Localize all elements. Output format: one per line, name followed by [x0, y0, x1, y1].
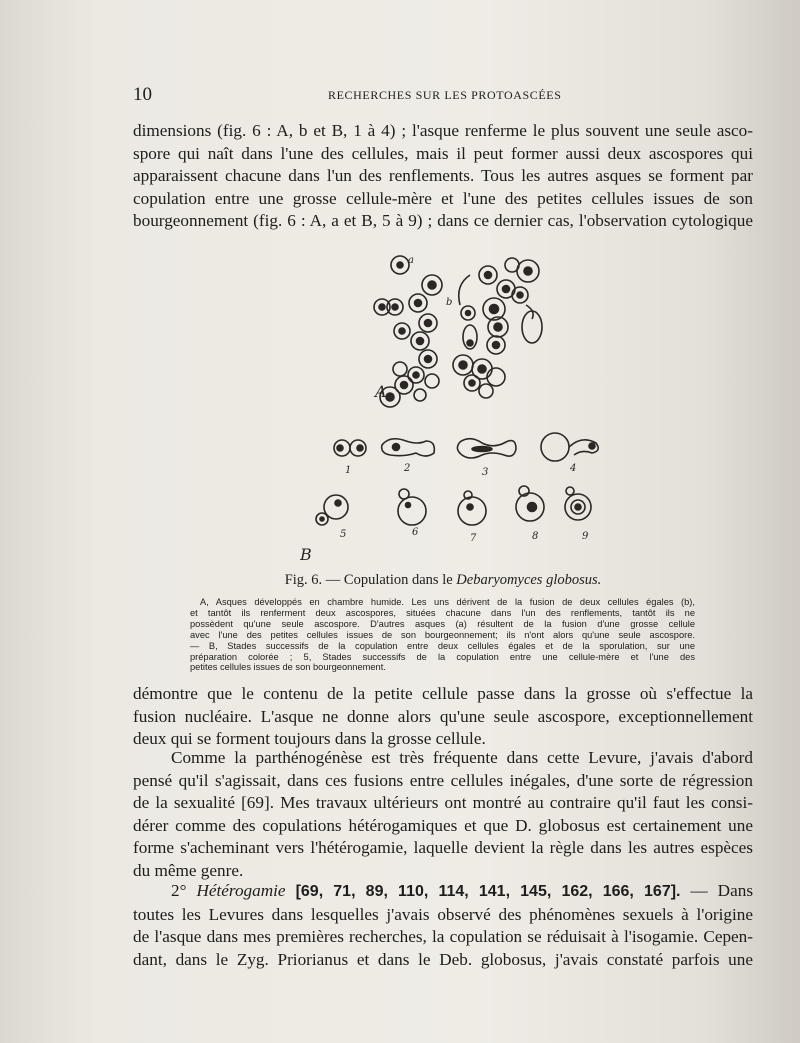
stage-number: 7	[470, 533, 477, 544]
text-line: fusion nucléaire. L'asque ne donne alors qu'une seule ascospore, exceptionnellement	[133, 706, 753, 726]
figure-legend	[190, 597, 695, 673]
running-head: RECHERCHES SUR LES PROTOASCÉES	[328, 88, 562, 102]
stage-number: 6	[412, 527, 419, 538]
section-references: [69, 71, 89, 110, 114, 141, 145, 162, 166, 167].	[295, 883, 681, 900]
paragraph-2	[133, 683, 753, 751]
legend-line: A, Asques développés en chambre humide. Les uns dérivent de la fusion de deux cellules égales (b),	[200, 597, 695, 607]
text-line: démontre que le contenu de la petite cellule passe dans la grosse où s'effectue la	[133, 684, 753, 703]
figure-label-B: B	[300, 545, 312, 564]
figure-caption-text: — Copulation dans le	[325, 572, 457, 588]
figure-label-a: a	[408, 255, 414, 266]
text-line: Comme la parthénogénèse est très fréquente dans cette Levure, j'avais d'abord	[171, 748, 753, 767]
stage-number: 3	[482, 467, 489, 478]
text-line: apparaissent chacune dans l'un des renflements. Tous les autres asques se forment par	[133, 166, 753, 186]
stage-number: 1	[345, 465, 352, 476]
text-line: pensé qu'il s'agissait, dans ces fusions entre cellules inégales, d'une sorte de régression	[133, 770, 753, 790]
legend-line: préparation colorée ; 5, Stades successifs de la copulation entre une cellule-mère et l'une des	[190, 651, 695, 662]
page-header	[133, 84, 753, 108]
text-line: dant, dans le Zyg. Priorianus et dans le Deb. globosus, j'avais constaté parfois une	[133, 949, 753, 969]
paragraph-4	[133, 880, 753, 971]
stage-number: 9	[582, 531, 589, 542]
stage-number: 5	[340, 529, 347, 540]
section-number: 2°	[171, 881, 187, 900]
stage-number: 8	[532, 531, 539, 542]
text-line: deux qui se forment toujours dans la grosse cellule.	[133, 729, 486, 749]
legend-line: — B, Stades successifs de la copulation entre deux cellules égales et de la sporulation, sur une	[190, 640, 695, 651]
figure-6-illustration	[300, 245, 620, 575]
figure-label-b: b	[446, 297, 453, 308]
text-line: dérer comme des copulations hétérogamiques et que D. globosus est certainement une	[133, 815, 753, 835]
text-line: forme s'acheminant vers l'hétérogamie, laquelle devient la règle dans les autres espèces	[133, 838, 753, 858]
legend-line: et tantôt ils renferment deux ascospores, situées chacune dans l'un des renflements, tantôt ils ne	[190, 607, 695, 618]
stage-number: 2	[404, 463, 411, 474]
text-line: toutes les Levures dans lesquelles j'avais observé des phénomènes sexuels à l'origine	[133, 904, 753, 924]
figure-caption-prefix: Fig. 6.	[284, 572, 323, 588]
section-heading-line	[133, 880, 753, 904]
text-line: dimensions (fig. 6 : A, b et B, 1 à 4) ; l'asque renferme le plus souvent une seule asco-	[133, 121, 753, 140]
text-line: spore qui naît dans l'une des cellules, mais il peut former aussi deux ascospores qui	[133, 143, 753, 163]
legend-line: possèdent qu'une seule ascospore. D'autres asques (a) résultent de la fusion d'une grosse cellule	[190, 618, 695, 629]
text-line: copulation entre une grosse cellule-mère et l'une des petites cellules issues de son	[133, 188, 753, 208]
legend-line: petites cellules issues de son bourgeonnement.	[190, 662, 386, 673]
section-dash: — Dans	[680, 881, 754, 900]
paragraph-1	[133, 120, 753, 233]
section-title: Hétérogamie	[196, 881, 286, 900]
stage-number: 4	[570, 463, 577, 474]
figure-caption	[133, 572, 753, 589]
copulation-drawing	[300, 245, 620, 575]
legend-line: avec l'une des petites cellules issues de son bourgeonnement; ils n'ont alors qu'une seule ascospore.	[190, 629, 695, 640]
paragraph-3	[133, 747, 753, 883]
text-line: bourgeonnement (fig. 6 : A, a et B, 5 à 9) ; dans ce dernier cas, l'observation cytologique	[133, 211, 753, 231]
text-line: du même genre.	[133, 860, 244, 880]
text-line: de l'asque dans mes premières recherches, la copulation se réduisait à l'isogamie. Cepen-	[133, 927, 753, 947]
text-line: de la sexualité [69]. Mes travaux ultérieurs ont montré au contraire qu'il faut les consi-	[133, 793, 753, 813]
figure-caption-species: Debaryomyces globosus.	[456, 572, 602, 588]
page-number: 10	[133, 84, 152, 105]
figure-label-A: A	[375, 382, 387, 401]
